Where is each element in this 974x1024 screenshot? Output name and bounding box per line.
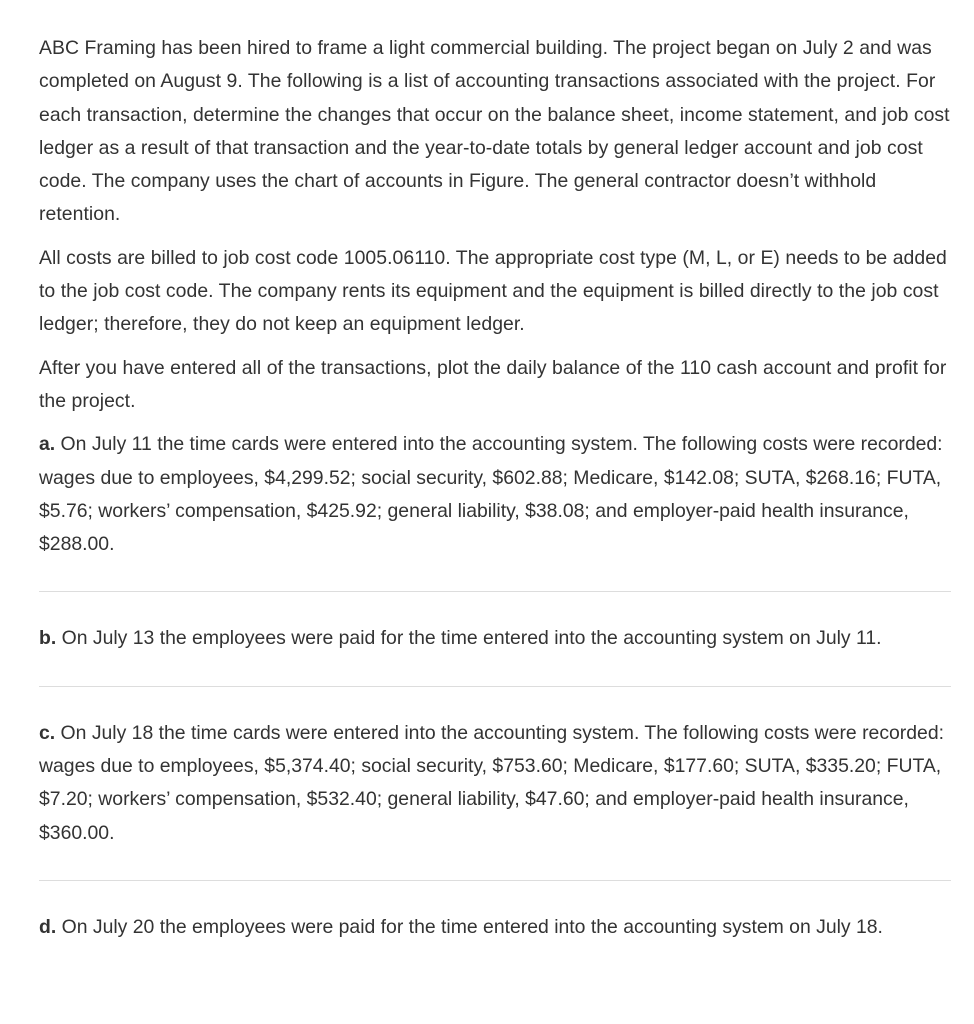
problem-letter: a. <box>39 433 56 456</box>
problem-letter: d. <box>39 915 57 938</box>
problem-b <box>39 622 951 655</box>
problem-text: On July 18 the time cards were entered into the accounting system. The following costs were recorded: wages due to employees, $5,374.40; social security, $753.60; Medicare, $177.60; SUTA, $335.20; FUTA, $7.20; workers’ compensation, $532.40; general liability, $47.60; and employer-paid health insurance, $360.00. <box>39 721 944 844</box>
plot-instruction-paragraph: After you have entered all of the transactions, plot the daily balance of the 110 cash account and profit for the project. <box>39 356 947 412</box>
divider <box>39 880 951 881</box>
problem-a <box>39 428 951 561</box>
problem-text: On July 11 the time cards were entered into the accounting system. The following costs were recorded: wages due to employees, $4,299.52; social security, $602.88; Medicare, $142.08; SUTA, $268.16; FUTA, $5.76; workers’ compensation, $425.92; general liability, $38.08; and employer-paid health insurance, $288.00. <box>39 433 943 556</box>
problem-c <box>39 717 951 850</box>
problem-d <box>39 911 951 944</box>
problem-letter: b. <box>39 627 57 650</box>
intro-paragraph: ABC Framing has been hired to frame a light commercial building. The project began on July 2 and was completed on August 9. The following is a list of accounting transactions associated with the project. For each transaction, determine the changes that occur on the balance sheet, income statement, and job cost ledger as a result of that transaction and the year-to-date totals by general ledger account and job cost code. The company uses the chart of accounts in Figure. The general contractor doesn’t withhold retention. <box>39 37 950 226</box>
question-content <box>39 32 951 944</box>
cost-code-paragraph: All costs are billed to job cost code 1005.06110. The appropriate cost type (M, L, or E) needs to be added to the job cost code. The company rents its equipment and the equipment is billed directly to the job cost ledger; therefore, they do not keep an equipment ledger. <box>39 246 947 336</box>
problem-text: On July 20 the employees were paid for the time entered into the accounting system on July 18. <box>56 915 883 938</box>
problem-text: On July 13 the employees were paid for the time entered into the accounting system on July 11. <box>56 627 882 650</box>
divider <box>39 591 951 592</box>
divider <box>39 686 951 687</box>
problem-letter: c. <box>39 721 56 744</box>
